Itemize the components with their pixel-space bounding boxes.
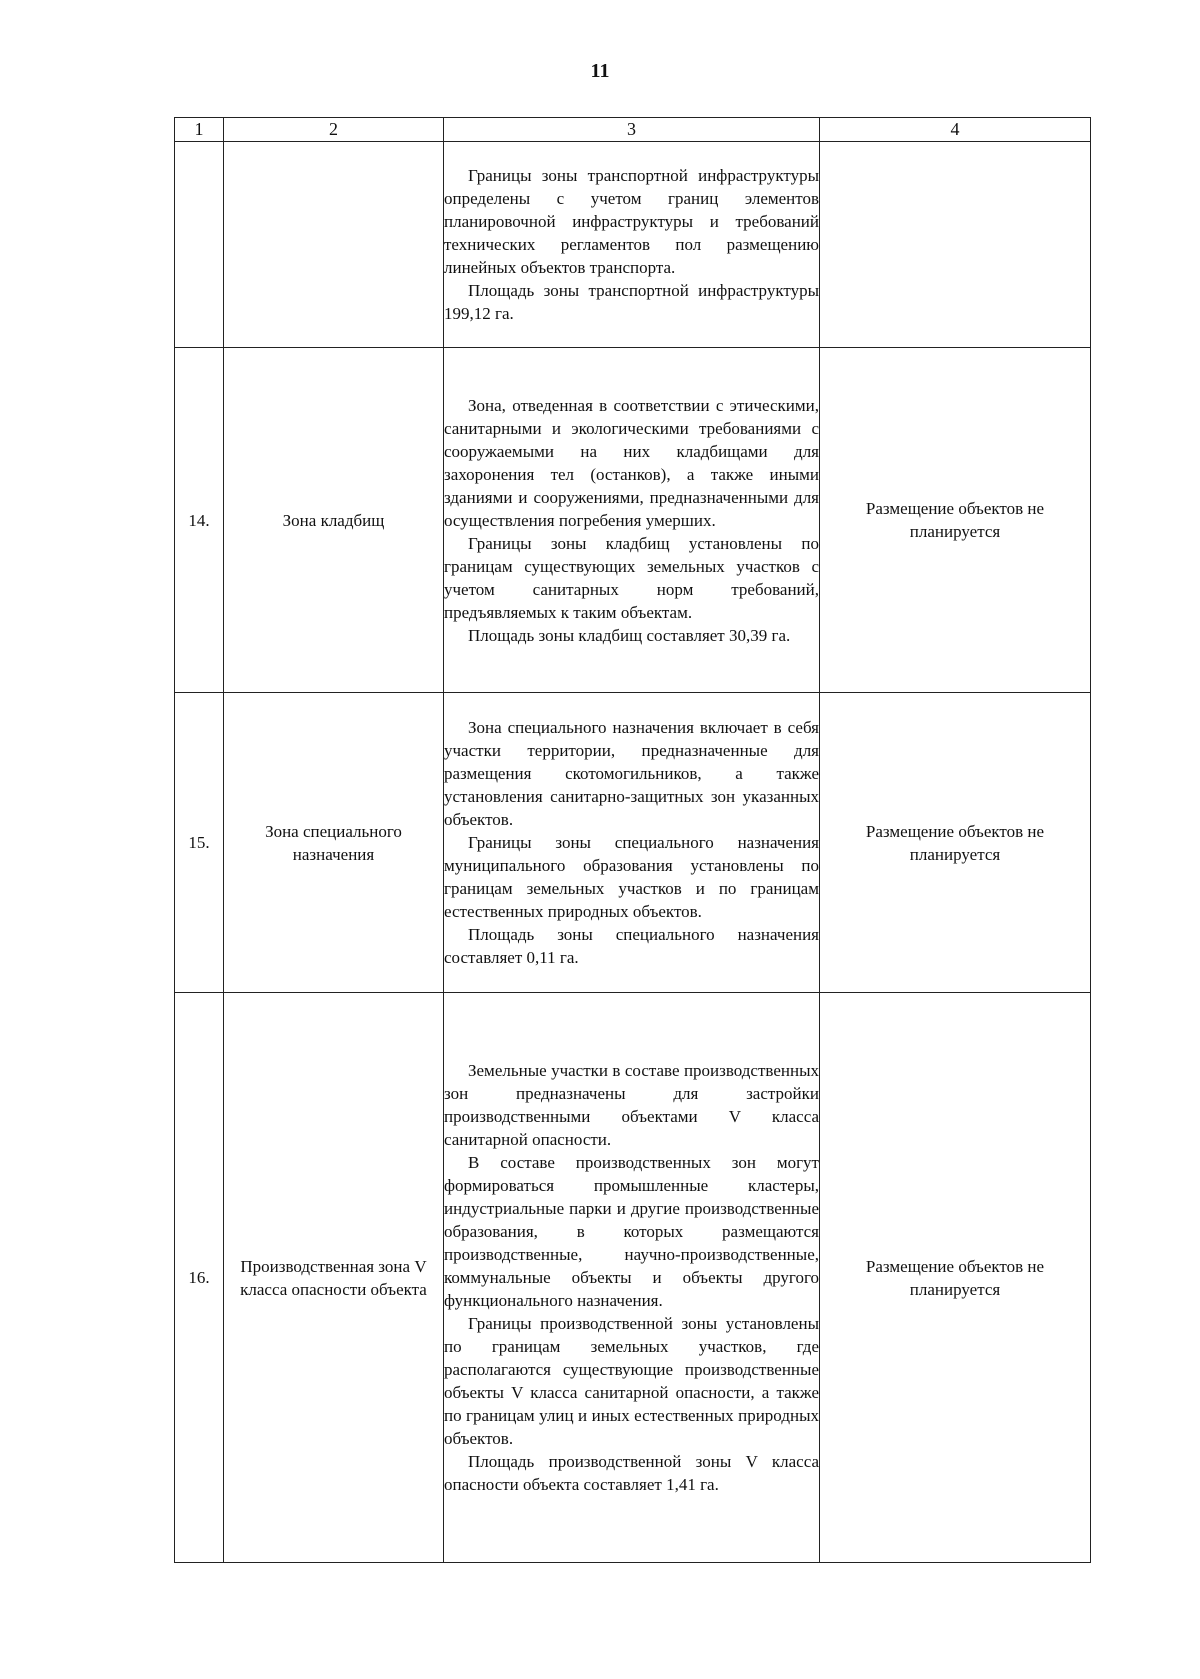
zone-note-cell: Размещение объектов не планируется: [820, 348, 1091, 693]
row-number-cell: 14.: [175, 348, 224, 693]
description-paragraph: Площадь зоны транспортной инфраструктуры 199,12 га.: [444, 281, 819, 323]
zone-note-cell: Размещение объектов не планируется: [820, 993, 1091, 1563]
description-paragraph: Границы производственной зоны установлены по границам земельных участков, где располагаются существующие производственные объекты V класса санитарной опасности, а также по границам улиц и иных естественных природных объектов.: [444, 1314, 819, 1448]
table-row: [175, 693, 1091, 993]
row-number-cell: 16.: [175, 993, 224, 1563]
zone-note-cell: Размещение объектов не планируется: [820, 693, 1091, 993]
column-header-2: 2: [224, 118, 444, 142]
zone-note-cell: [820, 142, 1091, 348]
zone-name-cell: Производственная зона V класса опасности объекта: [224, 993, 444, 1563]
column-header-1: 1: [175, 118, 224, 142]
description-paragraph: Площадь производственной зоны V класса опасности объекта составляет 1,41 га.: [444, 1452, 819, 1494]
row-number-cell: 15.: [175, 693, 224, 993]
zone-description-cell: [444, 348, 820, 693]
table-row: [175, 142, 1091, 348]
zones-table: [174, 117, 1091, 1563]
zone-name-cell: Зона кладбищ: [224, 348, 444, 693]
row-number-cell: [175, 142, 224, 348]
page-number: 11: [590, 60, 610, 82]
table-header-row: [175, 118, 1091, 142]
description-paragraph: Границы зоны специального назначения муниципального образования установлены по границам земельных участков и по границам естественных природных объектов.: [444, 833, 819, 921]
zone-description-cell: [444, 693, 820, 993]
zone-name-cell: [224, 142, 444, 348]
description-paragraph: Зона, отведенная в соответствии с этическими, санитарными и экологическими требованиями с сооружаемыми на них кладбищами для захоронения тел (останков), а также иными зданиями и сооружениями, предназначенными для осуществления погребения умерших.: [444, 395, 819, 530]
description-paragraph: Границы зоны транспортной инфраструктуры определены с учетом границ элементов планировочной инфраструктуры и требований технических регламентов пол размещению линейных объектов транспорта.: [444, 166, 819, 277]
column-header-3: 3: [444, 118, 820, 142]
zone-description-cell: [444, 993, 820, 1563]
table-row: [175, 348, 1091, 693]
description-paragraph: Площадь зоны специального назначения составляет 0,11 га.: [444, 925, 819, 967]
description-paragraph: В составе производственных зон могут формироваться промышленные кластеры, индустриальные парки и другие производственные образования, в которых размещаются производственные, научно-производственные, коммунальные объекты и объекты другого функционального назначения.: [444, 1153, 819, 1310]
description-paragraph: Площадь зоны кладбищ составляет 30,39 га.: [468, 625, 791, 645]
description-paragraph: Земельные участки в составе производственных зон предназначены для застройки производственными объектами V класса санитарной опасности.: [444, 1061, 819, 1149]
zone-description-cell: [444, 142, 820, 348]
table-row: [175, 993, 1091, 1563]
zone-name-cell: Зона специального назначения: [224, 693, 444, 993]
column-header-4: 4: [820, 118, 1091, 142]
description-paragraph: Границы зоны кладбищ установлены по границам существующих земельных участков с учетом санитарных норм требований, предъявляемых к таким объектам.: [444, 533, 819, 622]
description-paragraph: Зона специального назначения включает в себя участки территории, предназначенные для размещения скотомогильников, а также установления санитарно-защитных зон указанных объектов.: [444, 718, 819, 829]
